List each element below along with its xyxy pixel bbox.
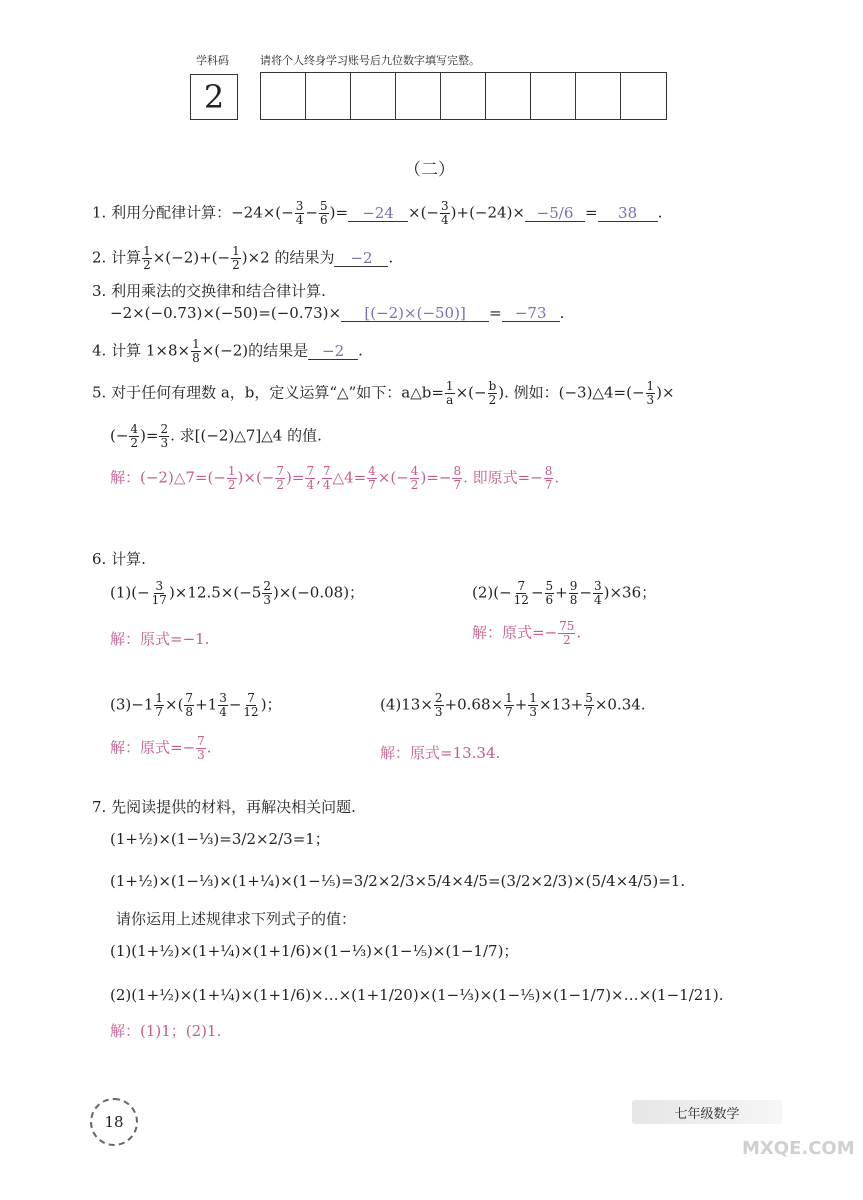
- id-cell[interactable]: [306, 73, 351, 119]
- q3-blank-2[interactable]: −73: [502, 306, 560, 322]
- q3-blank-1[interactable]: [(−2)×(−50)]: [341, 306, 489, 322]
- question-6-part-4-answer: 解：原式=13.34.: [380, 744, 501, 762]
- question-6-part-3: (3)−1 $\frac{1}{7}$ ×( $\frac{7}{8}$ +1 $\frac{3}{4}$ − $\frac{7}{12}$ )；: [110, 691, 282, 720]
- question-7-material-2: (1+½)×(1−⅓)×(1+¼)×(1−⅕)=3/2×2/3×5/4×4/5=(3/2×2/3)×(5/4×4/5)=1.: [110, 872, 686, 890]
- watermark: MXQE.COM: [742, 1138, 855, 1159]
- question-7-part-1: (1)(1+½)×(1+¼)×(1+1/6)×(1−⅓)×(1−⅕)×(1−1/7)；: [110, 942, 519, 960]
- question-4: 4. 计算 1×8× $\frac{1}{8}$ ×(−2)的结果是 −2 .: [92, 337, 363, 366]
- id-number-boxes: [260, 72, 667, 120]
- id-cell[interactable]: [261, 73, 306, 119]
- subject-code-box[interactable]: [190, 74, 238, 120]
- book-title: 七年级数学: [674, 1106, 740, 1122]
- subject-code-value: 2: [203, 78, 225, 116]
- q1-blank-2[interactable]: −5/6: [525, 206, 585, 222]
- question-6-part-1: (1)(− $\frac{3}{17}$ )×12.5×(−5 $\frac{2}{3}$ )×(−0.08)；: [110, 579, 365, 608]
- question-6-part-1-answer: 解：原式=−1.: [110, 630, 210, 648]
- subject-code-label: 学科码: [196, 54, 229, 67]
- id-cell[interactable]: [576, 73, 621, 119]
- id-cell[interactable]: [531, 73, 576, 119]
- page-number-badge: [90, 1098, 138, 1146]
- question-7-part-2: (2)(1+½)×(1+¼)×(1+1/6)×…×(1+1/20)×(1−⅓)×(1−⅕)×(1−1/7)×…×(1−1/21).: [110, 986, 724, 1004]
- question-5-line-1: 5. 对于任何有理数 a，b，定义运算“△”如下：a△b= $\frac{1}{a}$ ×(− $\frac{b}{2}$ ). 例如：(−3)△4=(− $\frac{1}{3}$ )×: [92, 379, 675, 408]
- question-6-part-4: (4)13× $\frac{2}{3}$ +0.68× $\frac{1}{7}$ + $\frac{1}{3}$ ×13+ $\frac{5}{7}$ ×0.34.: [380, 691, 646, 720]
- id-cell[interactable]: [621, 73, 666, 119]
- question-6-part-2-answer: 解：原式=− $\frac{75}{2}$ .: [472, 619, 582, 648]
- id-cell[interactable]: [441, 73, 486, 119]
- section-title: （二）: [404, 160, 455, 180]
- q4-blank[interactable]: −2: [308, 344, 358, 360]
- question-6-part-2: (2)(− $\frac{7}{12}$ − $\frac{5}{6}$ + $\frac{9}{8}$ − $\frac{3}{4}$ )×36；: [472, 579, 657, 608]
- q1-blank-3[interactable]: 38: [598, 206, 658, 222]
- question-7-instruction: 请你运用上述规律求下列式子的值：: [116, 910, 357, 928]
- question-7-material-1: (1+½)×(1−⅓)=3/2×2/3=1；: [110, 830, 330, 848]
- q1-blank-1[interactable]: −24: [348, 206, 408, 222]
- book-tag: [632, 1100, 782, 1124]
- id-cell[interactable]: [396, 73, 441, 119]
- question-6-title: 6. 计算.: [92, 550, 146, 568]
- question-3-line-2: −2×(−0.73)×(−50)=(−0.73)× [(−2)×(−50)] = −73 .: [110, 304, 565, 322]
- question-2: 2. 计算 $\frac{1}{2}$ ×(−2)+(− $\frac{1}{2}$ )×2 的结果为 −2 .: [92, 244, 394, 273]
- id-cell[interactable]: [486, 73, 531, 119]
- question-7-title: 7. 先阅读提供的材料，再解决相关问题.: [92, 798, 356, 816]
- q2-blank[interactable]: −2: [334, 251, 388, 267]
- question-3-line-1: 3. 利用乘法的交换律和结合律计算.: [92, 282, 326, 300]
- question-7-answer: 解：(1)1；(2)1.: [110, 1022, 222, 1040]
- page-number: 18: [104, 1113, 124, 1131]
- id-cell[interactable]: [351, 73, 396, 119]
- question-1: 1. 利用分配律计算：−24×(− $\frac{3}{4}$ − $\frac{5}{6}$ )= −24 ×(− $\frac{3}{4}$ )+(−24)× −5/6 = 38 .: [92, 199, 663, 228]
- question-5-line-2: (− $\frac{4}{2}$ )= $\frac{2}{3}$ . 求[(−2)△7]△4 的值.: [110, 422, 322, 451]
- question-5-answer: 解：(−2)△7=(− $\frac{1}{2}$ )×(− $\frac{7}{2}$ )= $\frac{7}{4}$ , $\frac{7}{4}$ △4= $\frac{4}{7}$ ×(− $\frac{4}{2}$ )=− $\frac{8}{7}$ . 即原式=− $\frac{8}{7}$ .: [110, 464, 560, 493]
- id-instruction: 请将个人终身学习账号后九位数字填写完整。: [260, 54, 480, 67]
- question-6-part-3-answer: 解：原式=− $\frac{7}{3}$ .: [110, 734, 212, 763]
